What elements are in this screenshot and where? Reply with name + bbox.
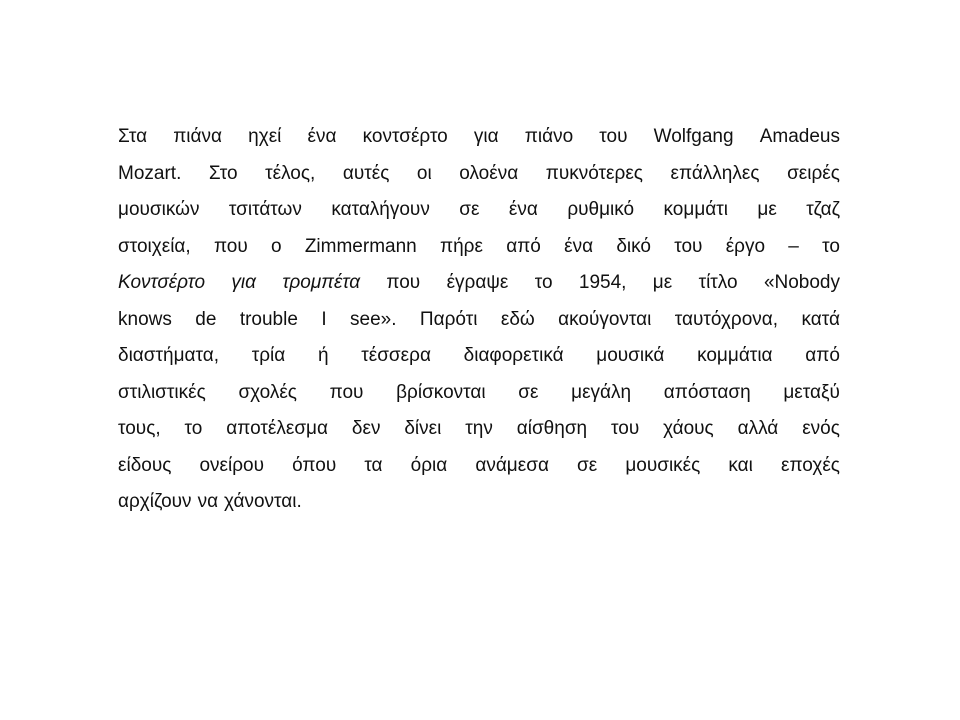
text-line: στοιχεία, που ο Zimmermann πήρε από ένα δικό του έργο – το <box>118 235 840 257</box>
text-line: είδους ονείρου όπου τα όρια ανάμεσα σε μουσικές και εποχές <box>118 454 840 476</box>
text-line: διαστήματα, τρία ή τέσσερα διαφορετικά μουσικά κομμάτια από <box>118 345 840 366</box>
text-line: Στα πιάνα ηχεί ένα κοντσέρτο για πιάνο του Wolfgang Amadeus <box>118 126 840 147</box>
text-line: knows de trouble I see». Παρότι εδώ ακούγονται ταυτόχρονα, κατά <box>118 308 840 330</box>
text-line: στιλιστικές σχολές που βρίσκονται σε μεγάλη απόσταση μεταξύ <box>118 381 840 403</box>
paragraph <box>118 119 840 521</box>
text-line: τους, το αποτέλεσμα δεν δίνει την αίσθηση του χάους αλλά ενός <box>118 418 840 439</box>
text-line: Κοντσέρτο για τρομπέτα που έγραψε το 1954, με τίτλο «Nobody <box>118 272 840 293</box>
text-line: αρχίζουν να χάνονται. <box>118 491 302 512</box>
text-line: μουσικών τσιτάτων καταλήγουν σε ένα ρυθμικό κομμάτι με τζαζ <box>118 199 840 220</box>
text-line: Mozart. Στο τέλος, αυτές οι ολοένα πυκνότερες επάλληλες σειρές <box>118 162 840 184</box>
